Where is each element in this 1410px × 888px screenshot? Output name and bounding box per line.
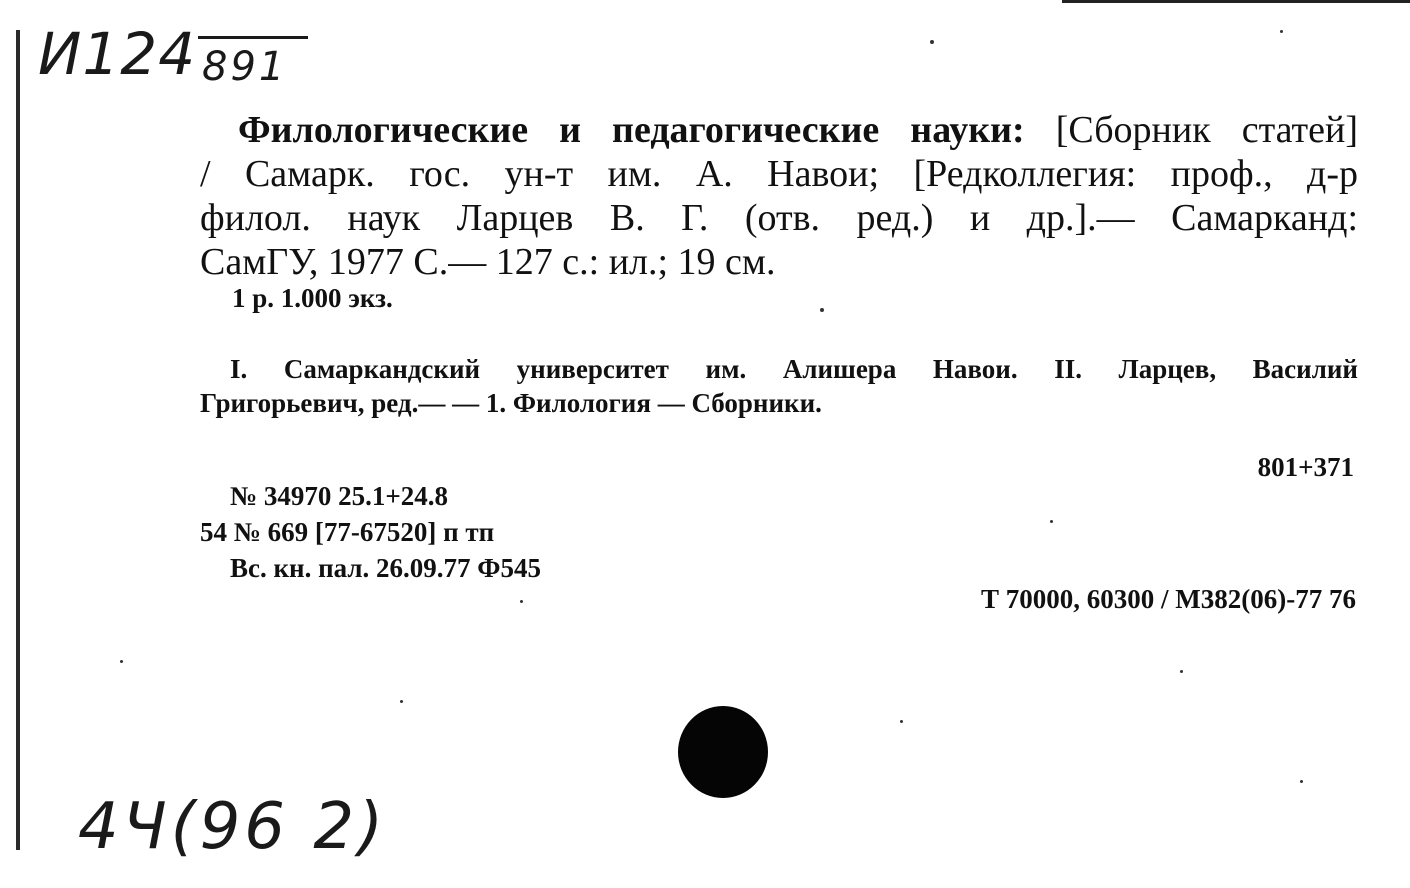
tracings xyxy=(200,352,1358,420)
tracing-line-2: Григорьевич, ред.— — 1. Филология — Сборники. xyxy=(200,388,822,418)
card-top-rule xyxy=(1062,0,1410,3)
classification-number: 801+371 xyxy=(1257,452,1354,482)
punch-hole xyxy=(678,706,768,798)
speck xyxy=(1050,520,1053,523)
speck xyxy=(520,600,523,603)
registry-line-2: 54 № 669 [77-67520] п тп xyxy=(200,517,495,547)
speck xyxy=(1280,30,1283,33)
speck xyxy=(400,700,403,703)
speck xyxy=(120,660,123,663)
registry-numbers xyxy=(200,478,541,586)
tracing-line-1: I. Самаркандский университет им. Алишера Навои. II. Ларцев, Василий xyxy=(230,354,1358,384)
price-index: Т 70000, 60300 / М382(06)-77 76 xyxy=(981,584,1356,614)
title-remainder: [Сборник статей] xyxy=(1055,109,1358,151)
description-line-4: СамГУ, 1977 С.— 127 с.: ил.; 19 см. xyxy=(200,241,776,283)
registry-line-1: № 34970 25.1+24.8 xyxy=(230,481,449,511)
speck xyxy=(1180,670,1183,673)
speck xyxy=(1300,780,1303,783)
call-number-sub: 891 xyxy=(202,44,288,90)
price-and-copies: 1 р. 1.000 экз. xyxy=(232,283,393,313)
speck xyxy=(930,40,934,44)
title-line xyxy=(200,108,1358,152)
description-line-3: филол. наук Ларцев В. Г. (отв. ред.) и др.].— Самарканд: xyxy=(200,197,1358,239)
bibliographic-description xyxy=(200,108,1358,284)
description-line-2: / Самарк. гос. ун-т им. А. Навои; [Редколлегия: проф., д-р xyxy=(200,153,1358,195)
speck xyxy=(820,308,824,312)
card-edge-rule xyxy=(16,30,20,850)
speck xyxy=(900,720,903,723)
registry-line-3: Вс. кн. пал. 26.09.77 Ф545 xyxy=(230,553,541,583)
call-number-main: И124 xyxy=(38,20,197,88)
call-number-overline xyxy=(198,36,308,39)
title-bold: Филологические и педагогические науки: xyxy=(238,109,1025,151)
handwritten-classification: 4Ч(96 2) xyxy=(78,790,388,864)
